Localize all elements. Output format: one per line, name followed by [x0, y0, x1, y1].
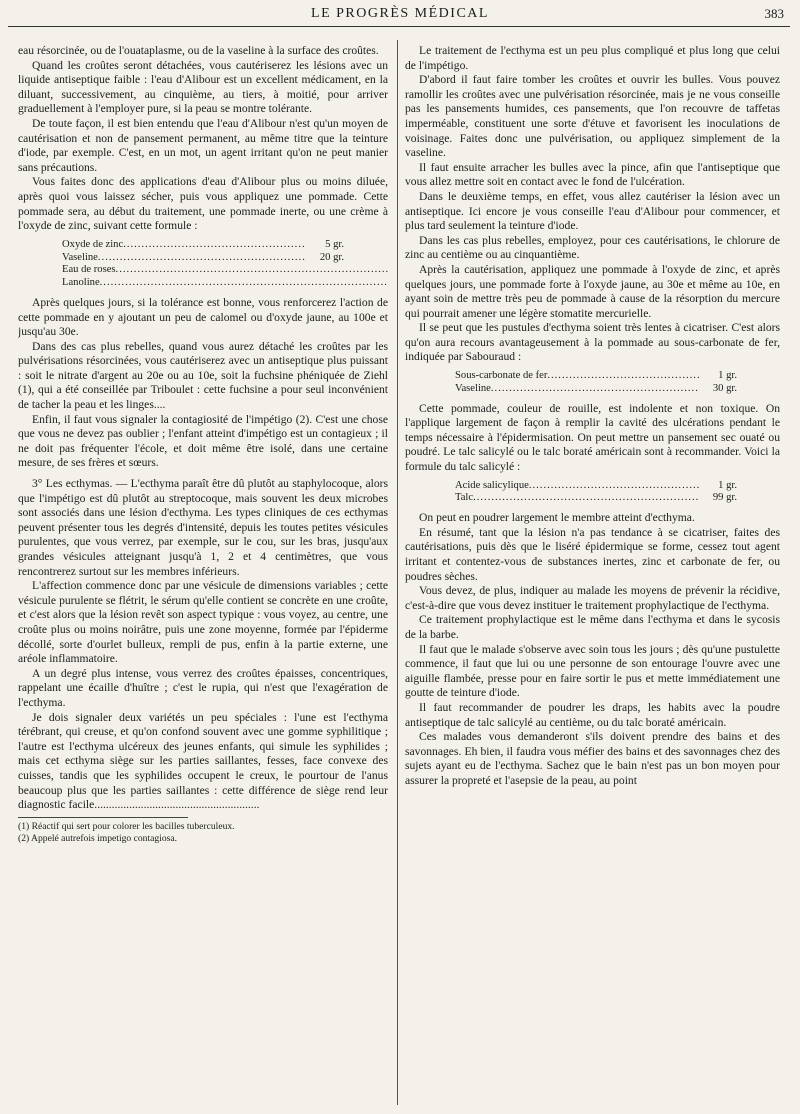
paragraph: Je dois signaler deux variétés un peu spéciales : l'une est l'ecthyma térébrant, qui creuse, et qu'on confond souvent avec une gomme syphilitique ; l'autre est l'ecthyma ulcéreux des jeunes enfants, qui simule les syphilides ; mais cet ecthyma siège sur les parties saillantes, fesses, face convexe des cuisses, tandis que les syphilides occupent le creux, le pourtour de l'anus beaucoup plus que les parties saillantes : cette différence de siège rend leur diagnostic facile.........................................................	[18, 710, 388, 812]
paragraph: Ces malades vous demanderont s'ils doivent prendre des bains et des savonnages. Eh bien, il faudra vous méfier des bains et des savonnages chez des sujets ayant eu de l'ecthyma. Sachez que le bain n'est pas un bon moyen pour assurer la propreté et l'asepsie de la peau, au point	[405, 730, 780, 787]
paragraph: L'affection commence donc par une vésicule de dimensions variables ; cette vésicule purulente se flétrit, le sérum qu'elle contient se concrète en une croûte, et c'est alors que la lésion revêt son aspect typique : vous voyez, au centre, une croûte plus ou moins noirâtre, puis une zone moyenne, formée par l'épiderme décollé, sorte d'ourlet bulleux, rempli de pus, enfin à la partie externe, une aréole inflammatoire.	[18, 579, 388, 666]
formula-row	[62, 264, 388, 277]
paragraph: Il faut ensuite arracher les bulles avec la pince, afin que l'antiseptique que vous allez mettre soit en contact avec le fond de l'ulcération.	[405, 160, 780, 189]
paragraph: Dans le deuxième temps, en effet, vous allez cautériser la lésion avec un antiseptique. Ici encore je vous conseille l'eau d'Alibour pour commencer, et plus tard seulement la teinture d'iode.	[405, 189, 780, 233]
paragraph: Ce traitement prophylactique est le même dans l'ecthyma et dans le sycosis de la barbe.	[405, 613, 780, 641]
section-paragraph: 3° Les ecthymas. — L'ecthyma paraît être dû plutôt au staphylocoque, alors que l'impétigo est dû plutôt au streptocoque, mais souvent les deux microbes sont associés dans une lésion d'ecthyma. Les types cliniques de ces ecthymas peuvent présenter tous les degrés d'intensité, depuis les toutes petites vésicules purulentes, que vous verrez, par exemple, sur le cou, sur les bras, jusqu'aux grandes vésicules atteignant jusqu'à 1, 2 et 4 centimètres, que vous rencontrerez surtout sur les membres inférieurs.	[18, 477, 388, 578]
formula-salicylic-talc	[455, 480, 737, 506]
footnote-rule	[18, 817, 188, 818]
paragraph: A un degré plus intense, vous verrez des croûtes épaisses, concentriques, rappelant une écaille d'huître ; c'est le rupia, qui n'est que l'exagération de l'ecthyma.	[18, 666, 388, 709]
formula-iron-ointment	[455, 370, 737, 396]
ingredient-name: Lanoline	[62, 277, 100, 289]
paragraph: Vous devez, de plus, indiquer au malade les moyens de prévenir la récidive, c'est-à-dire que vous devez instituer le traitement prophylactique de l'ecthyma.	[405, 584, 780, 612]
ingredient-quantity: 5 gr.	[325, 238, 344, 250]
leader-dots	[123, 239, 306, 252]
paragraph: En résumé, tant que la lésion n'a pas tendance à se cicatriser, faites des cautérisations, puis dès que le liséré épidermique se forme, cessez tout agent irritant et contentez-vous de substances inertes, zinc et carbonate de fer, ou poudres sèches.	[405, 525, 780, 583]
paragraph: Il se peut que les pustules d'ecthyma soient très lentes à cicatriser. C'est alors qu'on aura recours avantageusement à la pommade au sous-carbonate de fer, indiquée par Sabouraud :	[405, 321, 780, 364]
page-header	[0, 0, 800, 30]
formula-row	[455, 370, 737, 383]
ingredient-name: Oxyde de zinc	[62, 238, 124, 250]
paragraph: Après quelques jours, si la tolérance est bonne, vous renforcerez l'action de cette pommade en y ajoutant un peu de calomel ou d'oxyde jaune, au 100e et jusqu'au 30e.	[18, 295, 388, 339]
formula-row	[62, 277, 388, 290]
formula-row	[62, 252, 344, 265]
footnote: (2) Appelé autrefois impetigo contagiosa.	[18, 832, 178, 844]
ingredient-name: Talc	[455, 492, 474, 504]
paragraph: eau résorcinée, ou de l'ouataplasme, ou de la vaseline à la surface des croûtes.	[18, 44, 379, 57]
leader-dots	[547, 370, 699, 383]
ingredient-name: Vaseline	[455, 382, 491, 394]
formula-row	[455, 480, 737, 493]
ingredient-name: Acide salicylique	[455, 479, 529, 491]
paragraph: Le traitement de l'ecthyma est un peu plus compliqué et plus long que celui de l'impétigo.	[405, 44, 780, 72]
paragraph: Il faut que le malade s'observe avec soin tous les jours ; dès qu'une pustulette commence, il faut que lui ou une personne de son entourage l'ouvre avec une aiguille flambée, presse pour en faire sortir le pus et mette immédiatement une goutte de teinture d'iode.	[405, 642, 780, 700]
leader-dots	[473, 492, 699, 505]
leader-dots	[116, 264, 388, 277]
ingredient-name: Sous-carbonate de fer	[455, 370, 548, 382]
formula-row	[455, 383, 737, 396]
formula-row	[455, 492, 737, 505]
formula-zinc-cream	[62, 239, 344, 290]
formula-row	[62, 239, 344, 252]
page-number: 383	[764, 6, 784, 21]
formula-grouped-rows	[62, 264, 344, 290]
header-rule	[8, 26, 790, 27]
ingredient-name: Eau de roses	[62, 264, 116, 276]
leader-dots	[529, 480, 699, 493]
paragraph: Enfin, il faut vous signaler la contagiosité de l'impétigo (2). C'est une chose que vous ne devez pas oublier ; l'enfant atteint d'impétigo est un contagieux ; il ne doit pas fréquenter l'école, et doit même être isolé, dans une certaine mesure, de ses frères et sœurs.	[18, 412, 388, 470]
ingredient-quantity: 30 gr.	[712, 382, 737, 394]
ingredient-quantity: 1 gr.	[718, 479, 737, 491]
paragraph: D'abord il faut faire tomber les croûtes et ouvrir les bulles. Vous pouvez ramollir les croûtes avec une pulvérisation résorcinée, mais je ne vous conseille pas les pansements humides, ces pansements, que l'on recouvre de taffetas imperméable, constituent une sorte d'étuve et favorisent les inoculations de voisinage. Faites donc une pulvérisation, ou appliquez simplement de la vaseline.	[405, 73, 780, 160]
leader-dots	[491, 383, 699, 396]
ingredient-name: Vaseline	[62, 251, 98, 263]
ingredient-quantity: 99 gr.	[712, 492, 737, 504]
ingredient-quantity: 1 gr.	[718, 370, 737, 382]
paragraph: Il faut recommander de poudrer les draps, les habits avec la poudre antiseptique de talc salicylé au centième, ou du talc boraté américain.	[405, 700, 780, 729]
paragraph: De toute façon, il est bien entendu que l'eau d'Alibour n'est qu'un moyen de cautérisation et non de pansement permanent, au même titre que la teinture d'iode, par exemple. C'est, en un mot, un agent irritant qu'on ne peut manier sans précautions.	[18, 116, 388, 174]
ingredient-quantity: 20 gr.	[319, 251, 344, 263]
paragraph: Quand les croûtes seront détachées, vous cautériserez les lésions avec un liquide antiseptique faible : l'eau d'Alibour est un excellent médicament, en la diluant, successivement, au cinquième, au tiers, à moitié, pour arriver graduellement à l'employer pure, si la peau se montre tolérante.	[18, 58, 388, 116]
leader-dots	[100, 277, 388, 290]
left-column	[18, 44, 388, 1108]
leader-dots	[98, 252, 306, 265]
paragraph: On peut en poudrer largement le membre atteint d'ecthyma.	[419, 511, 695, 525]
paragraph: Dans les cas plus rebelles, employez, pour ces cautérisations, le chlorure de zinc au centième ou au cinquantième.	[405, 233, 780, 262]
paragraph: Vous faites donc des applications d'eau d'Alibour plus ou moins diluée, après quoi vous laissez sécher, puis vous appliquez une pommade. Cette pommade sera, au début du traitement, une pommade inerte, ou une crème à l'oxyde de zinc, suivant cette formule :	[18, 175, 388, 233]
column-divider	[397, 40, 398, 1105]
right-column	[405, 44, 780, 1108]
paragraph: Après la cautérisation, appliquez une pommade à l'oxyde de zinc, et après quelques jours, une pommade forte à l'oxyde jaune, au 30e et même au 10e, en ayant soin de mettre très peu de pommade à cause de la résorption du mercure qui pourrait amener une légère stomatite mercurielle.	[405, 262, 780, 320]
running-title: LE PROGRÈS MÉDICAL	[311, 6, 489, 21]
paragraph: Dans des cas plus rebelles, quand vous aurez détaché les croûtes par les pulvérisations résorcinées, vous cautériserez avec un antiseptique plus puissant : soit le nitrate d'argent au 20e ou au 10e, soit la fuchsine phéniquée de Ziehl (1), qui a été conseillée par Triboulet : cette fuchsine a pour seul inconvénient de tacher la peau et les linges....	[18, 339, 388, 412]
footnote: (1) Réactif qui sert pour colorer les bacilles tuberculeux.	[18, 820, 235, 832]
paragraph: Cette pommade, couleur de rouille, est indolente et non toxique. On l'applique largement de façon à remplir la cavité des ulcérations pendant le temps nécessaire à l'épidermisation. On peut mettre un pansement sec ouaté ou poudré. Le talc salicylé ou le talc boraté américain sont à recommander. Voici la formule du talc salicylé :	[405, 401, 780, 474]
